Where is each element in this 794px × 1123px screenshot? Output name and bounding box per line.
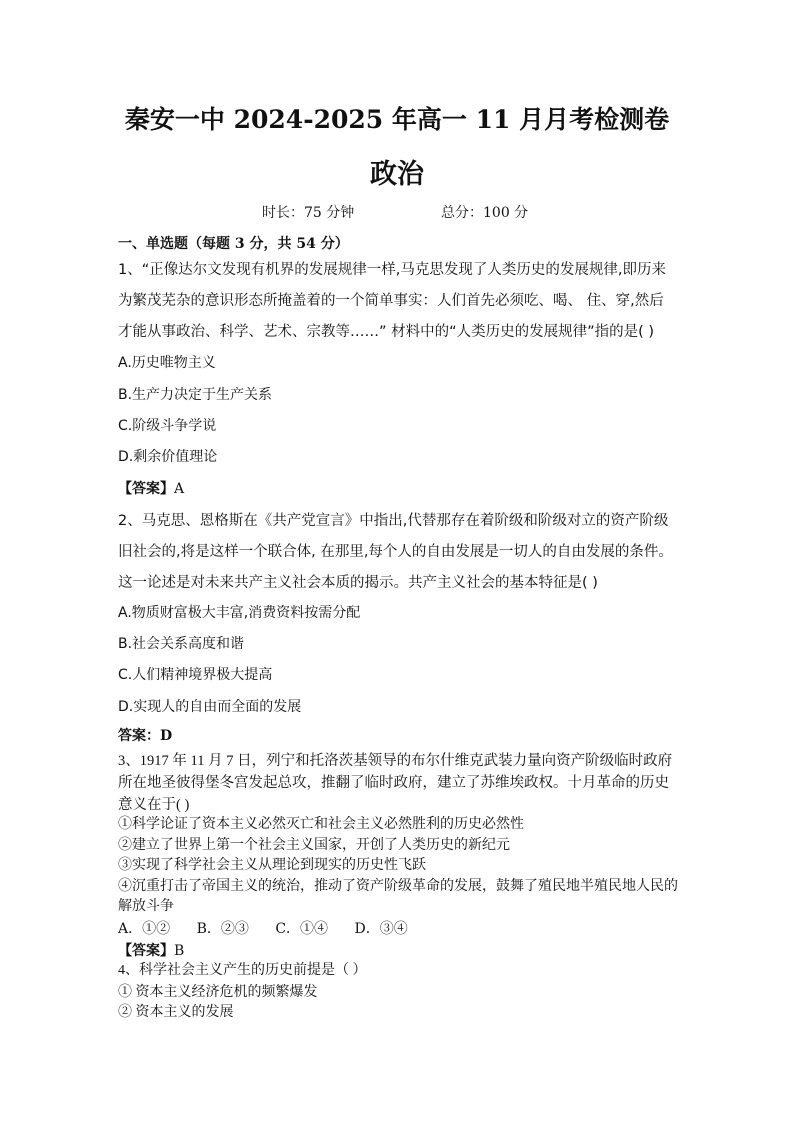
subject-title: 政治 [370, 159, 424, 190]
question-3-stem: 3、1917 年 11 月 7 日，列宁和托洛茨基领导的布尔什维克武装力量向资产阶级临时政府所在地圣彼得堡冬宫发起总攻，推翻了临时政府，建立了苏维埃政权。十月革命的历史意义在于( ) [118, 753, 673, 813]
q3-choice-d: D．③④ [354, 921, 408, 937]
question-4-stem: 4、科学社会主义产生的历史前提是（ ） [118, 963, 367, 978]
q3-answer-label: 【答案】 [118, 943, 174, 959]
section-heading: 一、单选题（每题 3 分，共 54 分） [118, 236, 349, 252]
q1-option-d: D.剩余价值理论 [118, 449, 218, 465]
q3-item-2: ②建立了世界上第一个社会主义国家，开创了人类历史的新纪元 [118, 838, 510, 853]
q2-answer: 答案：D [118, 728, 173, 744]
exam-title: 秦安一中 2024-2025 年高一 11 月月考检测卷 [124, 105, 670, 134]
q3-choice-b: B．②③ [196, 921, 249, 937]
q1-answer-label: 【答案】 [118, 481, 174, 497]
q3-answer [118, 940, 184, 960]
q3-item-3: ③实现了科学社会主义从理论到现实的历史性飞跃 [118, 858, 426, 873]
q1-option-c: C.阶级斗争学说 [118, 418, 217, 434]
q3-answer-value: B [174, 943, 185, 959]
q1-answer-value: A [174, 481, 185, 497]
q3-item-1: ①科学论证了资本主义必然灭亡和社会主义必然胜利的历史必然性 [118, 817, 524, 832]
duration-label: 时长：75 分钟 [262, 205, 355, 221]
q2-option-c: C.人们精神境界极大提高 [118, 667, 273, 683]
q1-answer [118, 478, 184, 498]
q3-choices [118, 918, 430, 938]
q1-option-b: B.生产力决定于生产关系 [118, 387, 273, 403]
question-2-stem: 2、马克思、恩格斯在《共产党宣言》中指出,代替那存在着阶级和阶级对立的资产阶级旧社会的,将是这样一个联合体, 在那里,每个人的自由发展是一切人的自由发展的条件。 这一论述是对未来共产主义社会本质的揭示。共产主义社会的基本特征是( ) [118, 513, 673, 591]
q4-item-2: ② 资本主义的发展 [118, 1005, 234, 1020]
q3-choice-a: A．①② [118, 921, 171, 937]
question-1-stem: 1、“正像达尔文发现有机界的发展规律一样,马克思发现了人类历史的发展规律,即历来为繁茂芜杂的意识形态所掩盖着的一个简单事实：人们首先必须吃、喝、 住、穿,然后才能从事政治、科学、艺术、宗教等……” 材料中的“人类历史的发展规律”指的是( ) [118, 262, 666, 340]
q2-option-a: A.物质财富极大丰富,消费资料按需分配 [118, 605, 361, 621]
q2-option-d: D.实现人的自由而全面的发展 [118, 699, 302, 715]
total-score-label: 总分：100 分 [441, 205, 529, 221]
q4-item-1: ① 资本主义经济危机的频繁爆发 [118, 985, 318, 1000]
q1-option-a: A.历史唯物主义 [118, 355, 216, 371]
q3-item-4: ④沉重打击了帝国主义的统治，推动了资产阶级革命的发展，鼓舞了殖民地半殖民地人民的解放斗争 [118, 879, 678, 914]
q3-choice-c: C．①④ [275, 921, 329, 937]
q2-option-b: B.社会关系高度和谐 [118, 636, 245, 652]
